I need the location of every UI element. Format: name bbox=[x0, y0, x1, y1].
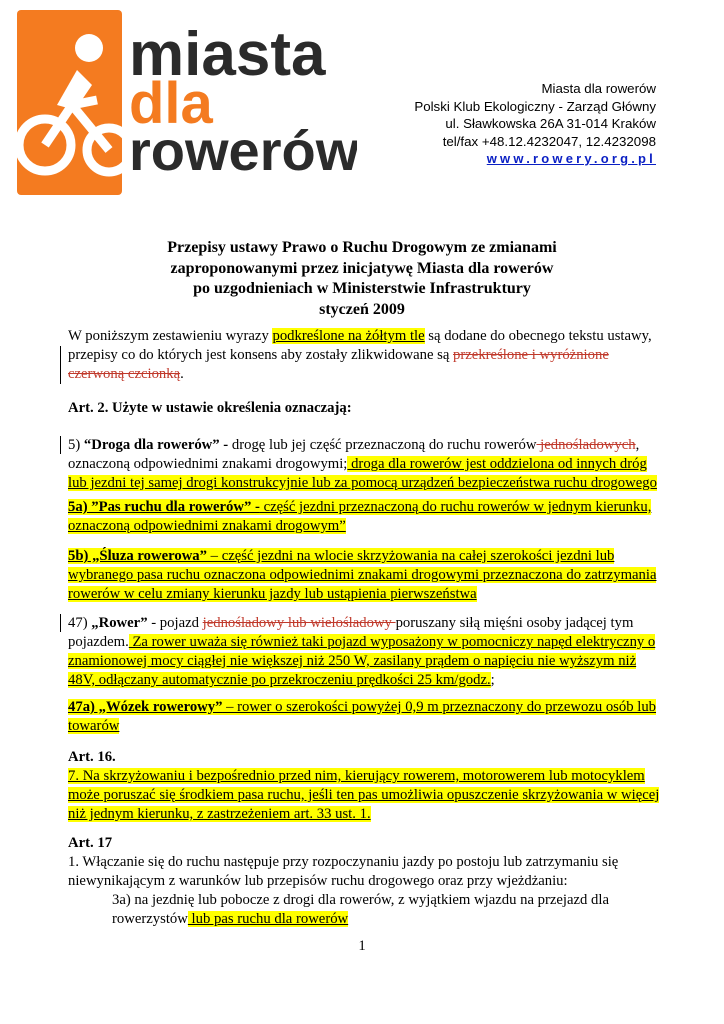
deleted-text: jednośladowych bbox=[536, 437, 636, 453]
logo-text-dla: dla bbox=[129, 71, 213, 136]
phone-fax: tel/fax +48.12.4232047, 12.4232098 bbox=[442, 133, 656, 149]
clause-text: drogę lub jej część przeznaczoną do ruchu rowerów bbox=[228, 437, 537, 453]
org-name: Miasta dla rowerów bbox=[541, 81, 656, 96]
address-block bbox=[414, 80, 656, 168]
clause-text: - pojazd bbox=[147, 615, 203, 631]
added-text: – część jezdni na wlocie skrzyżowania na całej szerokości jezdni lub wybranego pasa ruchu oznaczona odpowiednimi znakami drogowymi przeznaczona do zatrzymania rowerów w celu zmiany kierunku jazdy lub ustąpienia pierwszeństwa bbox=[68, 548, 657, 602]
definition-47 bbox=[68, 614, 660, 690]
added-text: 7. Na skrzyżowaniu i bezpośrednio przed nim, kierujący rowerem, motorowerem lub motocyklem może poruszać się środkiem pasa ruchu, jeśli ten pas umożliwia opuszczenie skrzyżowania w więcej niż jednym kierunku, z zastrzeżeniem art. 33 ust. 1. bbox=[68, 768, 660, 822]
logo-text-rowerow: rowerów bbox=[129, 119, 357, 182]
clause-text: 3a) na jezdnię lub pobocze z drogi dla rowerów, z wyjątkiem wjazdu na przejazd dla rowerzystów bbox=[112, 892, 609, 927]
definition-5b bbox=[68, 547, 660, 604]
logo-graphic bbox=[17, 10, 357, 195]
change-bar bbox=[60, 614, 61, 632]
added-text: lub pas ruchu dla rowerów bbox=[187, 911, 349, 927]
intro-text: . bbox=[180, 366, 184, 382]
logo-text-miasta: miasta bbox=[129, 20, 326, 89]
art16-text bbox=[68, 767, 660, 824]
art17-para-1: 1. Włączanie się do ruchu następuje przy rozpoczynaniu jazdy po postoju lub zatrzymaniu się niewynikającym z warunków lub przepisów ruchu drogowego oraz przy wjeżdżaniu: bbox=[68, 854, 619, 889]
art17-heading: Art. 17 bbox=[68, 835, 113, 851]
definition-5a bbox=[68, 498, 660, 536]
page-number: 1 bbox=[358, 938, 366, 954]
definition-47a bbox=[68, 698, 660, 736]
intro-paragraph bbox=[68, 327, 660, 384]
added-text: droga dla rowerów jest oddzielona od innych dróg lub jezdni tej samej drogi konstrukcyjnie lub za pomocą urządzeń bezpieczeństwa ruchu drogowego bbox=[68, 456, 657, 491]
deleted-text: jednośladowy lub wielośladowy bbox=[202, 615, 396, 631]
art2-heading: Art. 2. Użyte w ustawie określenia oznaczają: bbox=[68, 400, 352, 416]
art17-para-3a bbox=[68, 891, 660, 929]
logo bbox=[17, 10, 357, 195]
title-line-1: Przepisy ustawy Prawo o Ruchu Drogowym ze zmianami bbox=[167, 239, 557, 256]
clause-text: , oznaczoną odpowiednimi znakami drogowymi; bbox=[68, 437, 640, 472]
intro-text: są dodane do obecnego tekstu ustawy, przepisy co do których jest konsens aby zostały zlikwidowane są bbox=[68, 328, 652, 363]
street-address: ul. Sławkowska 26A 31-014 Kraków bbox=[445, 116, 656, 131]
term: 5b) „Śluza rowerowa” bbox=[68, 548, 207, 564]
document-title bbox=[0, 238, 724, 320]
added-text: część jezdni przeznaczoną do ruchu rowerów w jednym kierunku, oznaczoną odpowiednimi znakami drogowym” bbox=[68, 499, 652, 534]
cyclist-head-icon bbox=[75, 34, 103, 62]
intro-text: W poniższym zestawieniu wyrazy bbox=[68, 328, 273, 344]
club-name: Polski Klub Ekologiczny - Zarząd Główny bbox=[414, 98, 656, 114]
title-line-2: zaproponowanymi przez inicjatywę Miasta dla rowerów bbox=[170, 259, 554, 277]
clause-number: 47) bbox=[68, 615, 92, 631]
art16-heading: Art. 16. bbox=[68, 749, 116, 765]
term: 5a) ”Pas ruchu dla rowerów” - bbox=[68, 499, 260, 515]
change-bar bbox=[60, 436, 61, 454]
definition-5 bbox=[68, 436, 660, 493]
added-text: – rower o szerokości powyżej 0,9 m przeznaczony do przewozu osób lub towarów bbox=[68, 699, 657, 734]
website-link[interactable]: www.rowery.org.pl bbox=[486, 151, 656, 166]
added-text: Za rower uważa się również taki pojazd wyposażony w pomocniczy napęd elektryczny o znamionowej mocy ciągłej nie większej niż 250 W, zasilany prądem o napięciu nie wyższym niż 48V, odłączany automatycznie po przekroczeniu prędkości 25 km/godz. bbox=[68, 634, 656, 688]
term: „Rower” bbox=[91, 615, 148, 631]
highlight-example: podkreślone na żółtym tle bbox=[272, 328, 425, 344]
change-bar bbox=[60, 346, 61, 384]
term: 47a) „Wózek rowerowy” bbox=[68, 699, 223, 715]
clause-text: ; bbox=[490, 672, 495, 688]
title-line-4: styczeń 2009 bbox=[319, 300, 405, 318]
clause-number: 5) bbox=[68, 437, 84, 453]
title-line-3: po uzgodnieniach w Ministerstwie Infrastruktury bbox=[193, 280, 531, 297]
strikeout-example: przekreślone i wyróżnione czerwoną czcionką bbox=[68, 347, 609, 382]
clause-text: poruszany siłą mięśni osoby jadącej tym pojazdem. bbox=[68, 615, 634, 650]
term: “Droga dla rowerów” - bbox=[83, 437, 229, 453]
